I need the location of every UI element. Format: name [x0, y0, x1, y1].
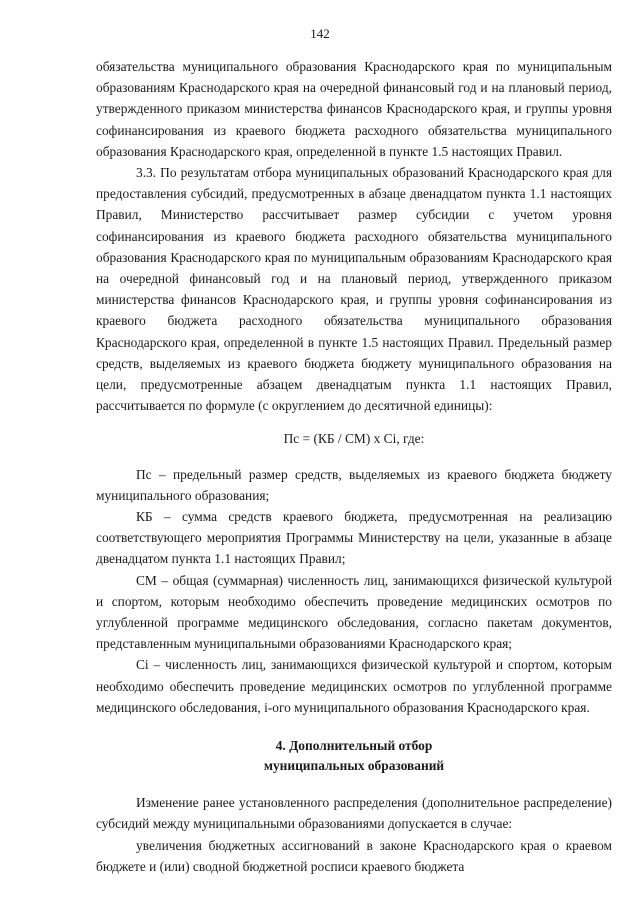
page-number: 142	[310, 26, 330, 41]
definition-sm: СМ – общая (суммарная) численность лиц, занимающихся физической культурой и спортом, которым необходимо обеспечить проведение медицинских осмотров по углубленной программе медицинского обследования, согласно пакетам документов, представленным муниципальными образованиями Краснодарского края;	[96, 572, 612, 652]
section-heading-line2: муниципальных образований	[263, 758, 445, 774]
section-paragraph-1: Изменение ранее установленного распределения (дополнительное распределение) субсидий между муниципальными образованиями допускается в случае:	[96, 795, 612, 832]
definition-kb: КБ – сумма средств краевого бюджета, предусмотренная на реализацию соответствующего мероприятия Программы Министерству на цели, указанные в абзаце двенадцатом пункта 1.1 настоящих Правил;	[96, 509, 612, 567]
definition-ci: Сi – численность лиц, занимающихся физической культурой и спортом, которым необходимо обеспечить проведение медицинских осмотров по углубленной программе медицинского обследования, i-ого муниципального образования Краснодарского края.	[96, 657, 612, 715]
definition-pc: Пс – предельный размер средств, выделяемых из краевого бюджета бюджету муниципального образования;	[96, 466, 612, 503]
section-heading-line1: 4. Дополнительный отбор	[275, 738, 433, 754]
section-heading	[96, 736, 612, 776]
paragraph-3-3: 3.3. По результатам отбора муниципальных образований Краснодарского края для предоставления субсидий, предусмотренных в абзаце двенадцатом пункта 1.1 настоящих Правил, Министерство рассчитывает размер субсидии с учетом уровня софинансирования из краевого бюджета расходного обязательства муниципального образования Краснодарского края по муниципальным образованиям Краснодарского края на очередной финансовый год и на плановый период, утвержденного приказом министерства финансов Краснодарского края, и группы уровня софинансирования из краевого бюджета расходного обязательства муниципального образования Краснодарского края, определенной в пункте 1.5 настоящих Правил. Предельный размер средств, выделяемых из краевого бюджета бюджету муниципального образования на цели, предусмотренные абзацем двенадцатым пункта 1.1 настоящих Правил, рассчитывается по формуле (с округлением до десятичной единицы):	[96, 165, 612, 414]
paragraph-continuation: обязательства муниципального образования Краснодарского края по муниципальным образованиям Краснодарского края на очередной финансовый год и на плановый период, утвержденного приказом министерства финансов Краснодарского края, и группы уровня софинансирования из краевого бюджета расходного обязательства муниципального образования Краснодарского края, определенной в пункте 1.5 настоящих Правил.	[96, 59, 612, 159]
formula: Пс = (КБ / СМ) х Сi, где:	[283, 431, 425, 447]
section-paragraph-2: увеличения бюджетных ассигнований в законе Краснодарского края о краевом бюджете и (или) сводной бюджетной росписи краевого бюджета	[96, 837, 612, 874]
document-body	[96, 56, 612, 877]
